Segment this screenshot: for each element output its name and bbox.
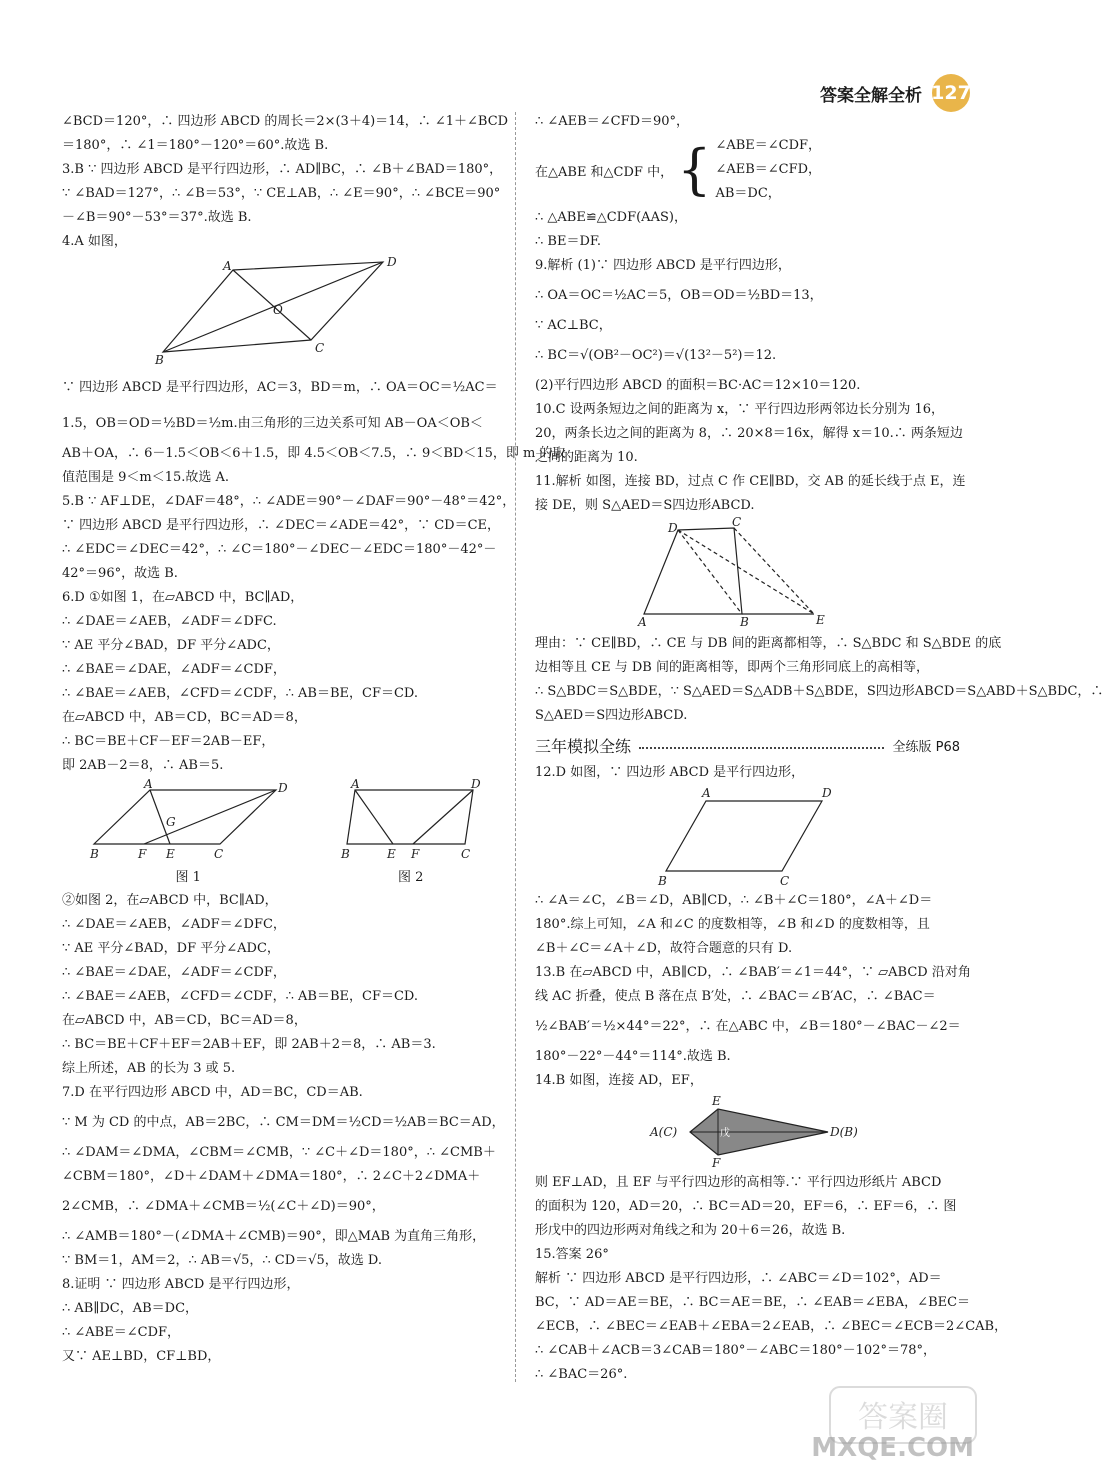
text-line: ∴ ∠BAE＝∠DAE，∠ADF＝∠CDF， (62, 662, 286, 677)
text-line: BC，∵ AD＝AE＝BE，∴ BC＝AE＝BE，∴ ∠EAB＝∠EBA，∠BEC＝ (535, 1295, 971, 1310)
figure-q4 (62, 256, 507, 368)
text-line: 42°＝96°，故选 B. (62, 566, 178, 581)
text-line: 1.5，OB＝OD＝½BD＝½m.由三角形的三边关系可知 AB－OA＜OB＜ (62, 416, 483, 431)
left-column (62, 110, 566, 1369)
label-O: O (272, 303, 283, 317)
label-A: A (637, 615, 647, 629)
label-C: C (460, 847, 470, 861)
text-line: 综上所述，AB 的长为 3 或 5. (62, 1061, 236, 1076)
trapezoid-extension-diagram (637, 515, 858, 630)
label-B: B (739, 615, 749, 629)
text-line: ½∠BAB′＝½×44°＝22°，∴ 在△ABC 中，∠B＝180°－∠BAC－∠2＝ (535, 1019, 961, 1034)
text-line: ∵ 四边形 ABCD 是平行四边形，∴ ∠DEC＝∠ADE＝42°，∵ CD＝CE， (62, 518, 501, 533)
text-line: 值范围是 9＜m＜15.故选 A. (62, 470, 230, 485)
answer-4: 4.A 如图， (62, 234, 127, 249)
text-line: 180°－22°－44°＝114°.故选 B. (535, 1049, 731, 1064)
text-line: ②如图 2，在▱ABCD 中，BC∥AD， (62, 893, 278, 908)
text-line: (2)平行四边形 ABCD 的面积＝BC·AC＝12×10＝120. (535, 378, 861, 393)
text-line: 2∠CMB，∴ ∠DMA＋∠CMB＝½(∠C＋∠D)＝90°， (62, 1199, 385, 1214)
section-header (535, 734, 960, 757)
text-line: ∵ M 为 CD 的中点，AB＝2BC，∴ CM＝DM＝½CD＝½AB＝BC＝AD， (62, 1115, 505, 1130)
text-line: ∴ ∠BAE＝∠AEB，∠CFD＝∠CDF，∴ AB＝BE，CF＝CD. (62, 989, 419, 1004)
answer-13: 13.B 在▱ABCD 中，AB∥CD，∴ ∠BAB′＝∠1＝44°，∵ ▱ABCD 沿对角 (535, 965, 971, 980)
figure-1-caption: 图 1 (175, 870, 201, 885)
text-line: 的面积为 120，AD＝20，∴ BC＝AD＝20，EF＝6，∴ EF＝6，∴ 图 (535, 1199, 957, 1214)
answer-15: 15.答案 26° (535, 1247, 609, 1262)
label-D: D (821, 786, 832, 800)
label-A-C: A(C) (649, 1125, 677, 1139)
label-C: C (731, 515, 741, 529)
text-line: ∴ ∠BAC＝26°. (535, 1367, 628, 1382)
label-F: F (711, 1156, 720, 1170)
page-header (820, 74, 970, 112)
watermark-url: MXQE.COM (811, 1433, 974, 1463)
figure-2-caption: 图 2 (398, 870, 424, 885)
label-B: B (657, 874, 667, 888)
text-line: 边相等且 CE 与 DB 间的距离相等，即两个三角形同底上的高相等， (535, 660, 929, 675)
label-B: B (340, 847, 350, 861)
text-line: ∴ S△BDC＝S△BDE，∵ S△AED＝S△ADB＋S△BDE，S四边形ABCD＝S△ABD＋S△BDC，∴ (535, 684, 1103, 699)
text-line: ∴ BC＝BE＋CF－EF＝2AB－EF， (62, 734, 275, 749)
parallelogram-diagram (658, 787, 838, 887)
label-E: E (711, 1094, 721, 1108)
column-divider (515, 112, 516, 1382)
figure-q6 (62, 777, 507, 885)
text-line: ∴ ∠DAE＝∠AEB，∠ADF＝∠DFC， (62, 917, 286, 932)
text-line: ∴ ∠CAB＋∠ACB＝3∠CAB＝180°－∠ABC＝180°－102°＝78°， (535, 1343, 937, 1358)
label-E: E (386, 847, 396, 861)
answer-7: 7.D 在平行四边形 ABCD 中，AD＝BC，CD＝AB. (62, 1085, 363, 1100)
congruence-conditions (535, 134, 960, 206)
label-C: C (214, 847, 224, 861)
condition-line: ∠AEB＝∠CFD， (715, 162, 822, 177)
figure-q14 (535, 1095, 960, 1169)
text-line: ∠BCD＝120°，∴ 四边形 ABCD 的周长＝2×(3＋4)＝14，∴ ∠1＋∠BCD (62, 114, 509, 129)
text-line: 即 2AB－2＝8，∴ AB＝5. (62, 758, 224, 773)
text-line: 在△ABE 和△CDF 中， (535, 164, 674, 180)
section-page-ref: 全练版 P68 (892, 740, 960, 755)
text-line: ∴ ∠A＝∠C，∠B＝∠D，AB∥CD，∴ ∠B＋∠C＝180°，∠A＋∠D＝ (535, 893, 933, 908)
figure-2-diagram (340, 777, 481, 862)
text-line: ∴ ∠DAE＝∠AEB，∠ADF＝∠DFC. (62, 614, 277, 629)
page-number-badge: 127 (932, 74, 970, 112)
text-line: ∴ BE＝DF. (535, 234, 601, 249)
answer-10: 10.C 设两条短边之间的距离为 x，∵ 平行四边形两邻边长分别为 16， (535, 402, 945, 417)
text-line: ∵ ∠BAD＝127°，∴ ∠B＝53°，∵ CE⊥AB，∴ ∠E＝90°，∴ ∠BCE＝90° (62, 186, 501, 201)
dotted-leader (639, 747, 884, 749)
label-A: A (222, 259, 232, 273)
text-line: ∵ BM＝1，AM＝2，∴ AB＝√5，∴ CD＝√5，故选 D. (62, 1253, 382, 1268)
text-line: 在▱ABCD 中，AB＝CD，BC＝AD＝8， (62, 1013, 307, 1028)
label-E: E (166, 847, 176, 861)
text-line: 之间的距离为 10. (535, 450, 638, 465)
text-line: ∴ BC＝√(OB²－OC²)＝√(13²－5²)＝12. (535, 348, 777, 363)
label-A: A (350, 777, 360, 791)
label-E: E (815, 613, 825, 627)
label-B: B (90, 847, 100, 861)
label-D-B: D(B) (829, 1125, 858, 1139)
answer-9: 9.解析 (1)∵ 四边形 ABCD 是平行四边形， (535, 258, 791, 273)
text-line: 在▱ABCD 中，AB＝CD，BC＝AD＝8， (62, 710, 307, 725)
text-line: ∴ △ABE≌△CDF(AAS)， (535, 210, 687, 225)
condition-line: ∠ABE＝∠CDF， (715, 138, 822, 153)
text-line: ∵ AE 平分∠BAD，DF 平分∠ADC， (62, 941, 280, 956)
text-line: ∴ BC＝BE＋CF＋EF＝2AB＋EF，即 2AB＋2＝8，∴ AB＝3. (62, 1037, 436, 1052)
label-B: B (154, 353, 164, 367)
text-line: ∵ 四边形 ABCD 是平行四边形，AC＝3，BD＝m，∴ OA＝OC＝½AC＝ (62, 380, 498, 395)
label-A: A (701, 786, 711, 800)
label-G: G (166, 815, 176, 829)
text-line: ∴ ∠ABE＝∠CDF， (62, 1325, 181, 1340)
text-line: 接 DE，则 S△AED＝S四边形ABCD. (535, 498, 755, 513)
label-D: D (386, 255, 397, 269)
text-line: ∵ AE 平分∠BAD，DF 平分∠ADC， (62, 638, 280, 653)
text-line: 20，两条长边之间的距离为 8，∴ 20×8＝16x，解得 x＝10.∴ 两条短边 (535, 426, 963, 441)
text-line: －∠B＝90°－53°＝37°.故选 B. (62, 210, 252, 225)
answer-11: 11.解析 如图，连接 BD，过点 C 作 CE∥BD，交 AB 的延长线于点 E，连 (535, 474, 966, 489)
answer-12: 12.D 如图，∵ 四边形 ABCD 是平行四边形， (535, 765, 805, 780)
text-line: ∠CBM＝180°，∠D＋∠DAM＋∠DMA＝180°，∴ 2∠C＋2∠DMA＋ (62, 1169, 481, 1184)
header-title: 答案全解全析 (820, 85, 922, 106)
label-F: F (410, 847, 420, 861)
label-F: F (138, 847, 147, 861)
text-line: 线 AC 折叠，使点 B 落在点 B′处，∴ ∠BAC＝∠B′AC，∴ ∠BAC＝ (535, 989, 936, 1004)
label-A: A (144, 777, 153, 791)
watermark-logo-text: 答案圈 (858, 1400, 948, 1435)
figure-q12 (535, 787, 960, 887)
answer-5: 5.B ∵ AF⊥DE，∠DAF＝48°，∴ ∠ADE＝90°－∠DAF＝90°－48°＝42°， (62, 494, 516, 509)
text-line: 180°.综上可知，∠A 和∠C 的度数相等，∠B 和∠D 的度数相等，且 (535, 917, 930, 932)
text-line: 又∵ AE⊥BD，CF⊥BD， (62, 1349, 221, 1364)
right-column (535, 110, 1103, 1387)
text-line: AB＋OA，∴ 6－1.5＜OB＜6＋1.5，即 4.5＜OB＜7.5，∴ 9＜BD＜15，即 m 的取 (62, 446, 566, 461)
label-D: D (278, 781, 288, 795)
text-line: 理由：∵ CE∥BD，∴ CE 与 DB 间的距离都相等，∴ S△BDC 和 S△BDE 的底 (535, 636, 1002, 651)
label-wu: 戊 (719, 1128, 730, 1139)
section-title: 三年模拟全练 (535, 737, 632, 756)
text-line: ∴ ∠DAM＝∠DMA，∠CBM＝∠CMB，∵ ∠C＋∠D＝180°，∴ ∠CMB＋ (62, 1145, 496, 1160)
text-line: ∴ ∠BAE＝∠AEB，∠CFD＝∠CDF，∴ AB＝BE，CF＝CD. (62, 686, 419, 701)
text-line: ∴ ∠AEB＝∠CFD＝90°， (535, 114, 690, 129)
text-line: 形戊中的四边形两对角线之和为 20＋6＝26，故选 B. (535, 1223, 846, 1238)
figure-1-diagram (88, 777, 288, 862)
text-line: ＝180°，∴ ∠1＝180°－120°＝60°.故选 B. (62, 138, 329, 153)
text-line: ∠ECB，∴ ∠BEC＝∠EAB＋∠EBA＝2∠EAB，∴ ∠BEC＝∠ECB＝2∠CAB， (535, 1319, 1008, 1334)
label-C: C (779, 874, 789, 888)
parallelogram-diagram (155, 256, 415, 368)
text-line: 解析 ∵ 四边形 ABCD 是平行四边形，∴ ∠ABC＝∠D＝102°，AD＝ (535, 1271, 942, 1286)
answer-6: 6.D ①如图 1，在▱ABCD 中，BC∥AD， (62, 590, 304, 605)
text-line: ∴ ∠AMB＝180°－(∠DMA＋∠CMB)＝90°，即△MAB 为直角三角形， (62, 1229, 486, 1244)
label-C: C (314, 341, 324, 355)
text-line: ∴ OA＝OC＝½AC＝5，OB＝OD＝½BD＝13， (535, 288, 823, 303)
text-line: ∴ ∠BAE＝∠DAE，∠ADF＝∠CDF， (62, 965, 286, 980)
answer-8: 8.证明 ∵ 四边形 ABCD 是平行四边形， (62, 1277, 300, 1292)
text-line: S△AED＝S四边形ABCD. (535, 708, 688, 723)
answer-3: 3.B ∵ 四边形 ABCD 是平行四边形，∴ AD∥BC，∴ ∠B＋∠BAD＝180°， (62, 162, 503, 177)
brace-symbol: { (677, 138, 712, 201)
condition-line: AB＝DC， (715, 186, 781, 201)
answer-14: 14.B 如图，连接 AD，EF， (535, 1073, 703, 1088)
label-D: D (667, 521, 678, 535)
figure-q11 (535, 515, 960, 630)
text-line: ∠B＋∠C＝∠A＋∠D，故符合题意的只有 D. (535, 941, 793, 956)
kite-diagram (648, 1094, 858, 1170)
text-line: 则 EF⊥AD，且 EF 与平行四边形的高相等.∵ 平行四边形纸片 ABCD (535, 1175, 942, 1190)
text-line: ∴ AB∥DC，AB＝DC， (62, 1301, 199, 1316)
text-line: ∵ AC⊥BC， (535, 318, 612, 333)
label-D: D (470, 777, 481, 791)
text-line: ∴ ∠EDC＝∠DEC＝42°，∴ ∠C＝180°－∠DEC－∠EDC＝180°－42°－ (62, 542, 497, 557)
